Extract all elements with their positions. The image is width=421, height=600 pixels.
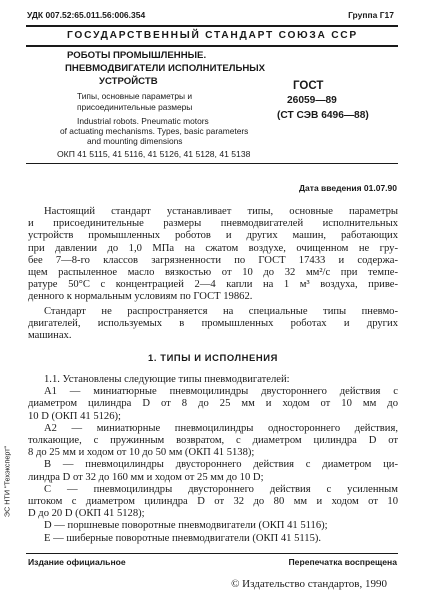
- title-en-line-2: of actuating mechanisms. Types, basic parameters: [60, 126, 249, 136]
- title-line-2: ПНЕВМОДВИГАТЕЛИ ИСПОЛНИТЕЛЬНЫХ: [65, 63, 266, 74]
- subtitle-line-1: Типы, основные параметры и: [77, 91, 193, 101]
- text-line: Настоящий стандарт устанавливает типы, основные параметры: [44, 206, 398, 217]
- type-c-line: С — пневмоцилиндры двустороннего действия с усиленным: [44, 483, 398, 495]
- type-a1-line: А1 — миниатюрные пневмоцилиндры двустороннего действия с: [44, 386, 398, 398]
- type-c-line: штоком с диаметром цилиндра D от 32 до 80 мм и ходом от 10: [28, 496, 398, 508]
- group-code: Группа Г17: [348, 10, 394, 20]
- list-intro: 1.1. Установлены следующие типы пневмодвигателей:: [44, 374, 290, 385]
- text-line: двигателей, используемых в промышленных роботах и других: [28, 318, 398, 330]
- type-a1-line: диаметром цилиндра D от 8 до 25 мм и ходом от 10 мм до: [28, 398, 398, 410]
- types-list: [28, 374, 398, 545]
- type-c-line: D до 20 D (ОКП 41 5128);: [28, 508, 145, 520]
- st-sev-number: (СТ СЭВ 6496—88): [277, 110, 369, 121]
- text-line: Стандарт не распространяется на специальные типы пневмо-: [44, 306, 398, 317]
- type-a2-line: 8 до 25 мм и ходом от 10 до 50 мм (ОКП 41 5138);: [28, 447, 255, 459]
- title-line-1: РОБОТЫ ПРОМЫШЛЕННЫЕ.: [67, 50, 207, 61]
- intro-paragraph: [28, 206, 398, 304]
- edition-label: Издание официальное: [28, 557, 126, 567]
- type-a2-line: А2 — миниатюрные пневмоцилиндры одностороннего действия,: [44, 422, 398, 434]
- udk-code: УДК 007.52:65.011.56:006.354: [27, 10, 146, 20]
- text-line: денного к нормальным условиям по ГОСТ 19862.: [28, 291, 253, 303]
- title-block-rule: [26, 163, 398, 164]
- type-b-line: линдра D от 32 до 160 мм и ходом от 25 мм до 10 D;: [28, 471, 264, 483]
- gost-number: 26059—89: [287, 95, 337, 106]
- title-line-3: УСТРОЙСТВ: [99, 76, 158, 87]
- banner-rule: [26, 45, 398, 47]
- text-line: устройств промышленных роботов и других машин, работающих: [28, 230, 398, 242]
- title-en-line-3: and mounting dimensions: [87, 136, 183, 146]
- standard-banner: ГОСУДАРСТВЕННЫЙ СТАНДАРТ СОЮЗА ССР: [67, 30, 358, 41]
- type-e-line: Е — шиберные поворотные пневмодвигатели (ОКП 41 5115).: [44, 532, 322, 544]
- type-b-line: В — пневмоцилиндры двустороннего действия с диаметром ци-: [44, 459, 398, 471]
- top-rule: [26, 25, 398, 27]
- copyright-notice: © Издательство стандартов, 1990: [231, 578, 387, 590]
- text-line: и присоединительные размеры пневмодвигателей исполнительных: [28, 218, 398, 230]
- side-stamp: ЭС НТИ "Техэксперт": [2, 445, 12, 518]
- scope-paragraph: [28, 306, 398, 343]
- gost-label: ГОСТ: [293, 80, 324, 92]
- okp-codes: ОКП 41 5115, 41 5116, 41 5126, 41 5128, 41 5138: [57, 149, 251, 159]
- section-heading: 1. ТИПЫ И ИСПОЛНЕНИЯ: [148, 352, 278, 363]
- footer-rule: [26, 553, 398, 554]
- text-line: бее 7—8-го классов загрязненности по ГОСТ 17433 и содержа-: [28, 254, 398, 266]
- text-line: машинах.: [28, 330, 72, 342]
- type-a1-line: 10 D (ОКП 41 5126);: [28, 410, 121, 422]
- type-a2-line: толкающие, с пружинным возвратом, с диаметром цилиндра D от: [28, 435, 398, 447]
- text-line: ратуре 50°C с концентрацией 2—4 капли на 1 м³ воздуха, приве-: [28, 279, 398, 291]
- introduction-date: Дата введения 01.07.90: [299, 183, 397, 193]
- text-line: при давлении до 1,0 МПа на сжатом воздухе, очищенном не гру-: [28, 242, 398, 254]
- subtitle-line-2: присоединительные размеры: [77, 102, 193, 112]
- title-en-line-1: Industrial robots. Pneumatic motors: [77, 116, 209, 126]
- text-line: щем распыленное масло вязкостью от 10 до 32 мм²/с при темпе-: [28, 267, 398, 279]
- type-d-line: D — поршневые поворотные пневмодвигатели (ОКП 41 5116);: [44, 520, 328, 532]
- reprint-notice: Перепечатка воспрещена: [288, 557, 397, 567]
